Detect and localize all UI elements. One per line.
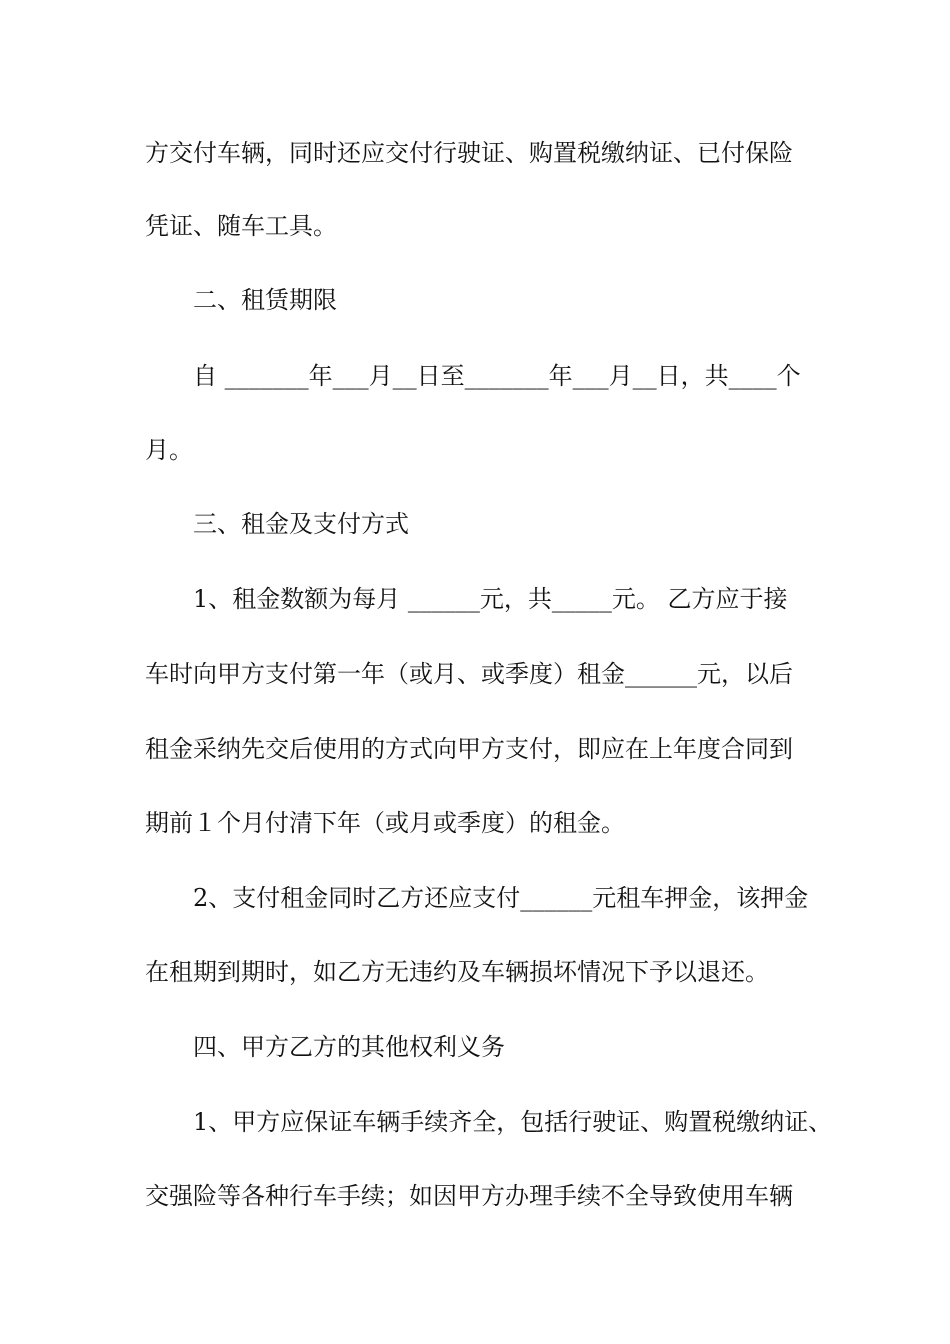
- paragraph-line: 期前１个月付清下年（或月或季度）的租金。: [145, 809, 625, 837]
- section-heading: 二、租赁期限: [193, 286, 337, 314]
- section-heading: 四、甲方乙方的其他权利义务: [193, 1033, 505, 1061]
- paragraph-line: 凭证、随车工具。: [145, 212, 337, 240]
- paragraph-line: 1、租金数额为每月 ______元，共_____元。 乙方应于接: [193, 585, 788, 613]
- paragraph-line: 方交付车辆，同时还应交付行驶证、购置税缴纳证、已付保险: [145, 139, 793, 167]
- paragraph-line: 2、支付租金同时乙方还应支付______元租车押金，该押金: [193, 884, 809, 912]
- paragraph-line: 月。: [145, 436, 193, 464]
- section-heading: 三、租金及支付方式: [193, 510, 409, 538]
- paragraph-line: 租金采纳先交后使用的方式向甲方支付，即应在上年度合同到: [145, 735, 793, 763]
- paragraph-line: 1、甲方应保证车辆手续齐全，包括行驶证、购置税缴纳证、: [193, 1108, 833, 1136]
- paragraph-line: 在租期到期时，如乙方无违约及车辆损坏情况下予以退还。: [145, 958, 769, 986]
- paragraph-line: 交强险等各种行车手续；如因甲方办理手续不全导致使用车辆: [145, 1182, 793, 1210]
- paragraph-line: 车时向甲方支付第一年（或月、或季度）租金______元，以后: [145, 660, 793, 688]
- paragraph-line: 自 _______年___月__日至_______年___月__日，共____个: [193, 362, 801, 390]
